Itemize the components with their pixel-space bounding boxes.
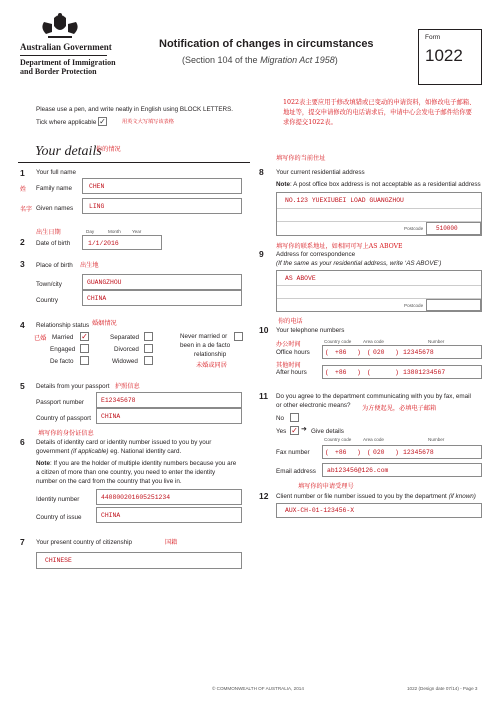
pob-country-label: Country	[36, 297, 59, 304]
client-number-label: Client number or file number issued to you by the department (if known)	[276, 493, 476, 500]
correspondence-postcode-field[interactable]	[426, 299, 481, 311]
page-title: Notification of changes in circumstances	[159, 38, 374, 50]
q12-number: 12	[259, 491, 269, 501]
form-number-box: Form 1022	[418, 29, 482, 85]
id-cn: 填写你的身份证信息	[38, 430, 94, 437]
after-hours-label: After hours	[276, 369, 307, 376]
office-hours-label: Office hours	[276, 349, 310, 356]
id-country-field[interactable]: CHINA	[96, 507, 242, 523]
q1-label: Your full name	[36, 169, 77, 176]
separated-checkbox[interactable]	[144, 332, 153, 341]
email-field[interactable]: ab123456@126.com	[322, 463, 482, 477]
electronic-no-checkbox[interactable]	[290, 413, 299, 422]
widowed-checkbox[interactable]	[144, 356, 153, 365]
passport-country-field[interactable]: CHINA	[96, 408, 242, 424]
government-crest	[38, 12, 82, 42]
office-hours-cn: 办公时间	[276, 341, 301, 348]
email-label: Email address	[276, 468, 316, 475]
married-checkbox[interactable]: ✓	[81, 332, 88, 341]
never-married-checkbox[interactable]	[234, 332, 243, 341]
divorced-checkbox[interactable]	[144, 344, 153, 353]
q1-number: 1	[20, 168, 25, 178]
citizenship-label: Your present country of citizenship	[36, 539, 133, 546]
tick-label: Tick where applicable	[36, 119, 97, 126]
q9-number: 9	[259, 249, 264, 259]
electronic-yes-checkbox[interactable]: ✓	[291, 426, 298, 435]
dob-label: Date of birth	[36, 240, 71, 247]
residential-postcode-field[interactable]: 510000	[426, 222, 481, 235]
after-hours-phone-field[interactable]: ( +86 ) ( ) 13801234567	[322, 365, 482, 379]
citizenship-field[interactable]: CHINESE	[36, 552, 242, 569]
correspondence-label: Address for correspondence	[276, 251, 356, 258]
q6-number: 6	[20, 437, 25, 447]
client-number-field[interactable]: AUX-CH-01-123456-X	[276, 503, 482, 518]
passport-country-label: Country of passport	[36, 415, 91, 422]
office-phone-field[interactable]: ( +86 ) ( 020 ) 12345678	[322, 345, 482, 359]
tick-example-checkbox: ✓	[99, 117, 106, 126]
passport-details-label: Details from your passport	[36, 383, 110, 390]
electronic-cn: 为方便起见，必填电子邮箱	[362, 405, 437, 412]
page-subtitle: (Section 104 of the Migration Act 1958)	[182, 55, 338, 65]
correspondence-address-field[interactable]: AS ABOVE Postcode	[276, 270, 482, 312]
family-name-cn: 姓	[20, 186, 27, 193]
pob-label: Place of birth	[36, 262, 73, 269]
id-country-label: Country of issue	[36, 514, 82, 521]
town-field[interactable]: GUANGZHOU	[82, 274, 242, 290]
section-title-cn: 你的情况	[96, 146, 121, 153]
instruction-text: Please use a pen, and write neatly in English using BLOCK LETTERS.	[36, 106, 234, 113]
q2-number: 2	[20, 237, 25, 247]
q4-number: 4	[20, 320, 25, 330]
arrow-right-icon: ➜	[301, 426, 307, 433]
q5-number: 5	[20, 381, 25, 391]
q7-number: 7	[20, 537, 25, 547]
passport-number-field[interactable]: E12345678	[96, 392, 242, 408]
given-name-label: Given names	[36, 205, 74, 212]
fax-label: Fax number	[276, 449, 310, 456]
dept-line1: Department of Immigration	[20, 58, 116, 67]
telephone-cn: 你的电话	[278, 318, 303, 325]
town-label: Town/city	[36, 281, 62, 288]
form-note-cn: 1022表主要应用于修改填错或已变动的申请资料，如修改电子邮箱、地址等，提交申请修改的电话请求后，申请中心会发电子邮件给你要求你提交1022表。	[283, 99, 476, 126]
after-hours-cn: 其他时间	[276, 362, 301, 369]
given-names-field[interactable]: LING	[82, 198, 242, 214]
pob-cn: 出生地	[80, 262, 99, 269]
residential-label: Your current residential address	[276, 169, 365, 176]
client-number-cn: 填写你的申请受理号	[298, 483, 354, 490]
tick-note-cn: 用英文大写填写该表格	[122, 119, 174, 125]
gov-name: Australian Government	[20, 42, 112, 52]
residential-address-field[interactable]: NO.123 YUEXIUBEI LOAD GUANGZHOU Postcode 510000	[276, 192, 482, 236]
form-number: 1022	[425, 46, 463, 65]
page-number: 1022 (Design date 07/14) - Page 3	[407, 686, 478, 691]
passport-cn: 护照信息	[115, 383, 140, 390]
section-title: Your details	[35, 144, 102, 159]
id-number-label: Identity number	[36, 496, 80, 503]
passport-number-label: Passport number	[36, 399, 84, 406]
pob-country-field[interactable]: CHINA	[82, 290, 242, 306]
married-cn: 已婚	[34, 335, 47, 342]
never-married-cn: 未婚或同居	[196, 362, 227, 369]
copyright: © COMMONWEALTH OF AUSTRALIA, 2014	[212, 686, 304, 691]
relationship-cn: 婚姻情况	[92, 320, 117, 327]
q10-number: 10	[259, 325, 269, 335]
correspondence-cn: 填写你的联系地址，如相同可写上AS ABOVE	[276, 243, 403, 250]
fax-field[interactable]: ( +86 ) ( 020 ) 12345678	[322, 445, 482, 459]
dob-field[interactable]: 1/1/2016	[82, 235, 162, 250]
id-number-field[interactable]: 440800201605251234	[96, 489, 242, 505]
telephone-label: Your telephone numbers	[276, 327, 345, 334]
family-name-label: Family name	[36, 185, 73, 192]
residential-cn: 填写你的当前住址	[276, 155, 326, 162]
q11-number: 11	[259, 391, 268, 401]
citizenship-cn: 国籍	[165, 539, 178, 546]
relationship-label: Relationship status	[36, 322, 90, 329]
q8-number: 8	[259, 167, 264, 177]
engaged-checkbox[interactable]	[80, 344, 89, 353]
family-name-field[interactable]: CHEN	[82, 178, 242, 194]
given-name-cn: 名字	[20, 206, 33, 213]
defacto-checkbox[interactable]	[80, 356, 89, 365]
dob-cn: 出生日期	[36, 229, 61, 236]
q3-number: 3	[20, 259, 25, 269]
dept-line2: and Border Protection	[20, 67, 97, 76]
